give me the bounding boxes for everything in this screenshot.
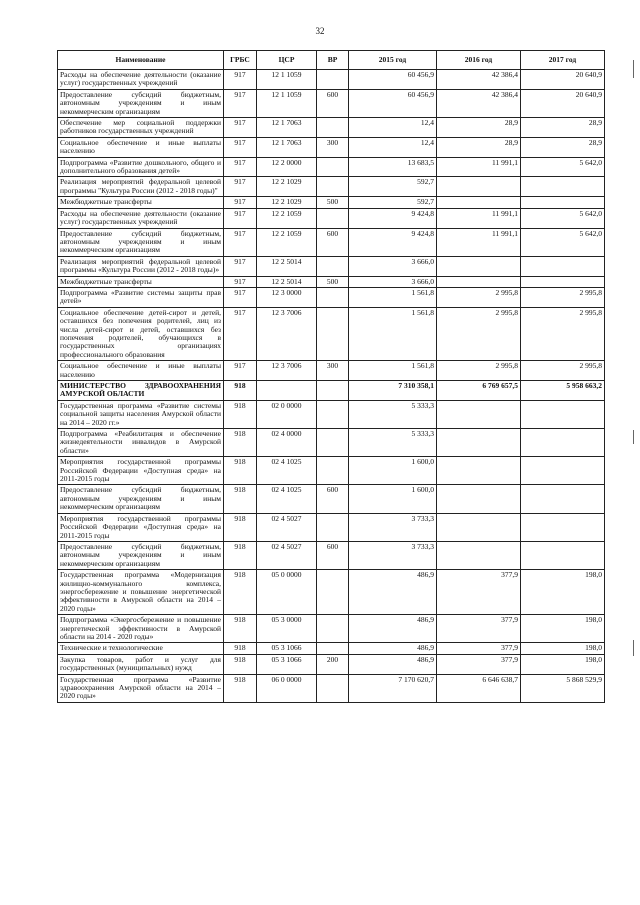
cell-vr	[317, 208, 349, 228]
header-2016: 2016 год	[437, 51, 521, 70]
budget-table	[57, 50, 605, 703]
table-row	[58, 276, 605, 287]
cell-2015: 9 424,8	[349, 208, 437, 228]
cell-2017: 5 642,0	[521, 228, 605, 256]
cell-csr: 02 4 1025	[257, 485, 317, 513]
table-row	[58, 118, 605, 138]
cell-2016	[437, 513, 521, 541]
cell-grbs: 918	[224, 615, 257, 643]
cell-csr: 12 3 0000	[257, 287, 317, 307]
cell-2017	[521, 256, 605, 276]
cell-2015: 592,7	[349, 197, 437, 208]
cell-grbs: 917	[224, 137, 257, 157]
cell-vr	[317, 118, 349, 138]
cell-csr: 02 4 5027	[257, 513, 317, 541]
cell-2015: 1 561,8	[349, 287, 437, 307]
cell-grbs: 918	[224, 570, 257, 615]
cell-grbs: 917	[224, 307, 257, 360]
cell-2016	[437, 400, 521, 428]
header-csr: ЦСР	[257, 51, 317, 70]
cell-2015: 12,4	[349, 118, 437, 138]
scan-edge-mark	[633, 60, 634, 78]
cell-vr	[317, 429, 349, 457]
cell-2017	[521, 457, 605, 485]
cell-grbs: 917	[224, 89, 257, 117]
header-2015: 2015 год	[349, 51, 437, 70]
cell-2016: 377,9	[437, 570, 521, 615]
cell-2017: 5 642,0	[521, 208, 605, 228]
table-row	[58, 287, 605, 307]
header-vr: ВР	[317, 51, 349, 70]
cell-2015: 486,9	[349, 643, 437, 654]
header-grbs: ГРБС	[224, 51, 257, 70]
cell-name: Социальное обеспечение детей-сирот и детей, оставшихся без попечения родителей, лиц из числа детей-сирот и детей, оставшихся без попечения родителей, обучающихся в государственных организациях профессионального образования	[58, 307, 224, 360]
cell-2017	[521, 541, 605, 569]
table-row	[58, 513, 605, 541]
cell-2016: 377,9	[437, 615, 521, 643]
table-row	[58, 208, 605, 228]
cell-2016	[437, 541, 521, 569]
table-row	[58, 485, 605, 513]
cell-2017: 198,0	[521, 643, 605, 654]
cell-2017	[521, 429, 605, 457]
cell-2015: 592,7	[349, 177, 437, 197]
cell-2017: 5 868 529,9	[521, 674, 605, 702]
cell-2015: 7 310 358,1	[349, 381, 437, 401]
cell-2015: 3 666,0	[349, 276, 437, 287]
table-header-row	[58, 51, 605, 70]
table-row	[58, 674, 605, 702]
table-row	[58, 615, 605, 643]
cell-vr: 600	[317, 485, 349, 513]
cell-2015: 486,9	[349, 615, 437, 643]
cell-csr: 12 2 1059	[257, 208, 317, 228]
cell-vr	[317, 570, 349, 615]
cell-grbs: 918	[224, 674, 257, 702]
cell-name: Социальное обеспечение и иные выплаты населению	[58, 361, 224, 381]
cell-csr: 05 0 0000	[257, 570, 317, 615]
cell-vr: 200	[317, 654, 349, 674]
cell-csr	[257, 381, 317, 401]
cell-csr: 12 1 1059	[257, 70, 317, 90]
cell-grbs: 917	[224, 361, 257, 381]
cell-vr: 300	[317, 137, 349, 157]
scan-edge-mark	[633, 640, 634, 656]
cell-vr	[317, 643, 349, 654]
cell-2015: 60 456,9	[349, 89, 437, 117]
cell-grbs: 917	[224, 177, 257, 197]
cell-vr: 300	[317, 361, 349, 381]
cell-2016	[437, 276, 521, 287]
cell-2017	[521, 197, 605, 208]
cell-2015: 1 561,8	[349, 361, 437, 381]
cell-name: Закупка товаров, работ и услуг для государственных (муниципальных) нужд	[58, 654, 224, 674]
cell-name: Межбюджетные трансферты	[58, 197, 224, 208]
cell-2016: 6 646 638,7	[437, 674, 521, 702]
cell-name: Предоставление субсидий бюджетным, автономным учреждениям и иным некоммерческим организациям	[58, 485, 224, 513]
cell-2016	[437, 485, 521, 513]
cell-grbs: 917	[224, 70, 257, 90]
cell-2017: 2 995,8	[521, 307, 605, 360]
cell-2015: 3 733,3	[349, 513, 437, 541]
cell-name: Предоставление субсидий бюджетным, автономным учреждениям и иным некоммерческим организациям	[58, 89, 224, 117]
table-row	[58, 256, 605, 276]
cell-grbs: 917	[224, 228, 257, 256]
cell-2017: 28,9	[521, 137, 605, 157]
table-row	[58, 381, 605, 401]
table-row	[58, 570, 605, 615]
cell-grbs: 917	[224, 118, 257, 138]
cell-csr: 05 3 0000	[257, 615, 317, 643]
cell-csr: 12 2 5014	[257, 256, 317, 276]
table-row	[58, 177, 605, 197]
cell-2015: 5 333,3	[349, 400, 437, 428]
cell-2015: 13 683,5	[349, 157, 437, 177]
cell-csr: 12 2 0000	[257, 157, 317, 177]
cell-2017	[521, 177, 605, 197]
cell-2016: 11 991,1	[437, 228, 521, 256]
cell-2016: 42 386,4	[437, 70, 521, 90]
cell-name: Технические и технологические	[58, 643, 224, 654]
cell-2016	[437, 457, 521, 485]
cell-csr: 12 3 7006	[257, 307, 317, 360]
cell-csr: 12 2 1029	[257, 197, 317, 208]
cell-name: Подпрограмма «Развитие дошкольного, общего и дополнительного образования детей»	[58, 157, 224, 177]
cell-2016	[437, 177, 521, 197]
cell-2015: 486,9	[349, 654, 437, 674]
cell-csr: 02 0 0000	[257, 400, 317, 428]
scan-edge-mark	[633, 430, 634, 444]
table-row	[58, 157, 605, 177]
cell-2015: 60 456,9	[349, 70, 437, 90]
table-row	[58, 70, 605, 90]
cell-name: Государственная программа «Развитие здравоохранения Амурской области на 2014 – 2020 годы»	[58, 674, 224, 702]
cell-2017	[521, 276, 605, 287]
cell-grbs: 918	[224, 381, 257, 401]
cell-csr: 12 2 1029	[257, 177, 317, 197]
table-row	[58, 541, 605, 569]
table-row	[58, 307, 605, 360]
cell-vr	[317, 177, 349, 197]
cell-grbs: 918	[224, 513, 257, 541]
table-row	[58, 400, 605, 428]
cell-2015: 9 424,8	[349, 228, 437, 256]
cell-grbs: 918	[224, 429, 257, 457]
cell-2017: 20 640,9	[521, 70, 605, 90]
table-row	[58, 89, 605, 117]
cell-name: Реализация мероприятий федеральной целевой программы «Культура России (2012 - 2018 годы)»	[58, 256, 224, 276]
cell-csr: 02 4 1025	[257, 457, 317, 485]
cell-vr	[317, 157, 349, 177]
cell-2015: 7 170 620,7	[349, 674, 437, 702]
cell-2015: 486,9	[349, 570, 437, 615]
cell-2015: 3 666,0	[349, 256, 437, 276]
cell-vr	[317, 381, 349, 401]
cell-name: Мероприятия государственной программы Российской Федерации «Доступная среда» на 2011-2015 годы	[58, 513, 224, 541]
cell-2017: 2 995,8	[521, 287, 605, 307]
cell-2017: 5 642,0	[521, 157, 605, 177]
cell-2016: 42 386,4	[437, 89, 521, 117]
cell-2017	[521, 485, 605, 513]
cell-name: Социальное обеспечение и иные выплаты населению	[58, 137, 224, 157]
cell-vr: 600	[317, 541, 349, 569]
cell-2016	[437, 256, 521, 276]
cell-2016: 2 995,8	[437, 361, 521, 381]
cell-vr: 500	[317, 197, 349, 208]
cell-2017	[521, 513, 605, 541]
cell-csr: 12 2 5014	[257, 276, 317, 287]
cell-2016: 28,9	[437, 137, 521, 157]
cell-grbs: 918	[224, 643, 257, 654]
cell-name: Расходы на обеспечение деятельности (оказание услуг) государственных учреждений	[58, 208, 224, 228]
cell-2016	[437, 197, 521, 208]
cell-name: Государственная программа «Модернизация жилищно-коммунального комплекса, энергосбережение и повышение энергетической эффективности в Амурской области на 2014 – 2020 годы»	[58, 570, 224, 615]
cell-vr	[317, 400, 349, 428]
cell-2015: 1 600,0	[349, 457, 437, 485]
cell-2016: 377,9	[437, 643, 521, 654]
table-row	[58, 361, 605, 381]
cell-grbs: 917	[224, 208, 257, 228]
table-row	[58, 137, 605, 157]
cell-vr	[317, 287, 349, 307]
cell-grbs: 918	[224, 654, 257, 674]
cell-2015: 12,4	[349, 137, 437, 157]
cell-2015: 1 600,0	[349, 485, 437, 513]
cell-csr: 06 0 0000	[257, 674, 317, 702]
table-row	[58, 457, 605, 485]
cell-csr: 12 3 7006	[257, 361, 317, 381]
table-row	[58, 654, 605, 674]
cell-2017: 28,9	[521, 118, 605, 138]
cell-2017: 5 958 663,2	[521, 381, 605, 401]
cell-2016: 2 995,8	[437, 287, 521, 307]
cell-name: Подпрограмма «Энергосбережение и повышение энергетической эффективности в Амурской области на 2014 - 2020 годы»	[58, 615, 224, 643]
cell-vr: 600	[317, 89, 349, 117]
cell-grbs: 917	[224, 276, 257, 287]
cell-csr: 12 1 7063	[257, 118, 317, 138]
cell-2017: 2 995,8	[521, 361, 605, 381]
cell-2017: 198,0	[521, 570, 605, 615]
cell-csr: 12 1 7063	[257, 137, 317, 157]
cell-csr: 02 4 5027	[257, 541, 317, 569]
cell-2016: 11 991,1	[437, 208, 521, 228]
cell-vr	[317, 307, 349, 360]
cell-2016: 377,9	[437, 654, 521, 674]
cell-2017: 198,0	[521, 615, 605, 643]
cell-csr: 05 3 1066	[257, 643, 317, 654]
cell-grbs: 918	[224, 400, 257, 428]
header-name: Наименование	[58, 51, 224, 70]
cell-name: МИНИСТЕРСТВО ЗДРАВООХРАНЕНИЯ АМУРСКОЙ ОБЛАСТИ	[58, 381, 224, 401]
cell-vr	[317, 457, 349, 485]
cell-name: Государственная программа «Развитие системы социальной защиты населения Амурской области на 2014 – 2020 гг.»	[58, 400, 224, 428]
cell-csr: 05 3 1066	[257, 654, 317, 674]
cell-2016: 28,9	[437, 118, 521, 138]
cell-2015: 5 333,3	[349, 429, 437, 457]
table-body	[58, 70, 605, 703]
table-row	[58, 643, 605, 654]
cell-2017	[521, 400, 605, 428]
cell-vr	[317, 256, 349, 276]
cell-name: Предоставление субсидий бюджетным, автономным учреждениям и иным некоммерческим организациям	[58, 541, 224, 569]
cell-name: Подпрограмма «Реабилитация и обеспечение жизнедеятельности инвалидов в Амурской области»	[58, 429, 224, 457]
cell-vr	[317, 70, 349, 90]
cell-vr: 600	[317, 228, 349, 256]
cell-name: Подпрограмма «Развитие системы защиты прав детей»	[58, 287, 224, 307]
cell-2016: 2 995,8	[437, 307, 521, 360]
cell-name: Мероприятия государственной программы Российской Федерации «Доступная среда» на 2011-2015 годы	[58, 457, 224, 485]
cell-2016: 6 769 657,5	[437, 381, 521, 401]
page-number: 32	[315, 26, 325, 36]
cell-name: Расходы на обеспечение деятельности (оказание услуг) государственных учреждений	[58, 70, 224, 90]
cell-grbs: 918	[224, 541, 257, 569]
cell-name: Реализация мероприятий федеральной целевой программы "Культура России (2012 - 2018 годы)"	[58, 177, 224, 197]
cell-name: Предоставление субсидий бюджетным, автономным учреждениям и иным некоммерческим организациям	[58, 228, 224, 256]
cell-grbs: 917	[224, 157, 257, 177]
cell-vr	[317, 513, 349, 541]
cell-grbs: 917	[224, 287, 257, 307]
header-2017: 2017 год	[521, 51, 605, 70]
cell-vr	[317, 615, 349, 643]
cell-name: Обеспечение мер социальной поддержки работников государственных учреждений	[58, 118, 224, 138]
cell-2015: 3 733,3	[349, 541, 437, 569]
table-row	[58, 197, 605, 208]
cell-vr	[317, 674, 349, 702]
cell-name: Межбюджетные трансферты	[58, 276, 224, 287]
table-row	[58, 228, 605, 256]
cell-2017: 198,0	[521, 654, 605, 674]
cell-vr: 500	[317, 276, 349, 287]
cell-grbs: 918	[224, 457, 257, 485]
cell-grbs: 917	[224, 256, 257, 276]
cell-2016	[437, 429, 521, 457]
cell-2015: 1 561,8	[349, 307, 437, 360]
cell-2016: 11 991,1	[437, 157, 521, 177]
cell-2017: 20 640,9	[521, 89, 605, 117]
cell-grbs: 917	[224, 197, 257, 208]
table-row	[58, 429, 605, 457]
cell-csr: 12 2 1059	[257, 228, 317, 256]
cell-csr: 02 4 0000	[257, 429, 317, 457]
cell-grbs: 918	[224, 485, 257, 513]
cell-csr: 12 1 1059	[257, 89, 317, 117]
